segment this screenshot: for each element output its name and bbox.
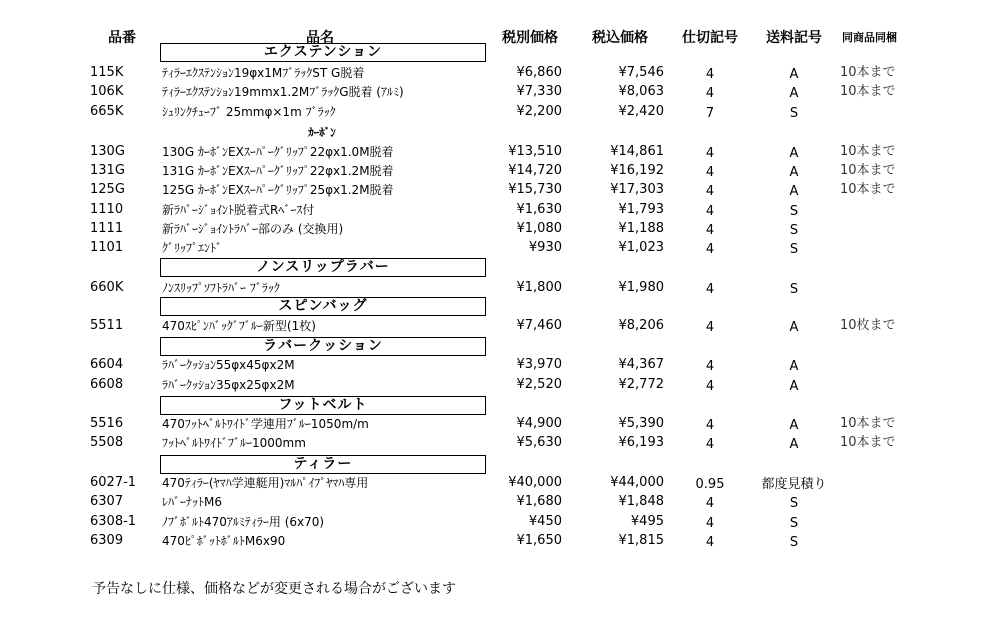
item-name: ﾃｨﾗｰｴｸｽﾃﾝｼｮﾝ19φx1MﾌﾞﾗｯｸST G脱着 [162, 66, 365, 80]
bundle-note: 10本まで [840, 144, 896, 159]
footer-note: 予告なしに仕様、価格などが変更される場合がございます [92, 581, 456, 597]
price-ex: ¥2,520 [516, 377, 562, 392]
item-code: 130G [90, 144, 125, 159]
section-title: ティラー [160, 455, 486, 474]
item-name: 新ﾗﾊﾞｰｼﾞｮｲﾝﾄﾗﾊﾞｰ部のみ (交換用) [162, 222, 344, 236]
bundle-note: 10本まで [840, 416, 896, 431]
item-name: ﾗﾊﾞｰｸｯｼｮﾝ55φx45φx2M [162, 358, 295, 372]
header-shikiri: 仕切記号 [682, 30, 738, 46]
price-ex: ¥450 [528, 514, 562, 529]
shikiri-code: 0.95 [695, 477, 725, 492]
price-in: ¥495 [630, 514, 664, 529]
item-name: ｸﾞﾘｯﾌﾟｴﾝﾄﾞ [162, 241, 223, 255]
price-in: ¥4,367 [618, 357, 664, 372]
shikiri-code: 4 [705, 379, 715, 394]
price-in: ¥44,000 [610, 475, 664, 490]
price-ex: ¥7,460 [516, 318, 562, 333]
item-name: 470ﾃｨﾗｰ(ﾔﾏﾊ学連艇用)ﾏﾙﾊﾟｲﾌﾟﾔﾏﾊ専用 [162, 476, 369, 490]
shipping-code: S [789, 282, 799, 297]
price-in: ¥5,390 [618, 416, 664, 431]
item-code: 6308-1 [90, 514, 137, 529]
shikiri-code: 4 [705, 437, 715, 452]
price-ex: ¥1,080 [516, 221, 562, 236]
item-name: 470ｽﾋﾟﾝﾊﾞｯｸﾞﾌﾞﾙｰ新型(1枚) [162, 319, 316, 333]
price-in: ¥16,192 [610, 163, 664, 178]
shipping-code: A [789, 86, 799, 101]
shikiri-code: 4 [705, 146, 715, 161]
price-in: ¥2,772 [618, 377, 664, 392]
shipping-code: 都度見積り [761, 477, 827, 492]
price-ex: ¥930 [528, 240, 562, 255]
item-name: 125G ｶｰﾎﾞﾝEXｽｰﾊﾟｰｸﾞﾘｯﾌﾟ25φx1.2M脱着 [162, 183, 394, 197]
item-code: 115K [90, 65, 124, 80]
item-name: ﾉﾌﾞﾎﾞﾙﾄ470ｱﾙﾐﾃｨﾗｰ用 (6x70) [162, 515, 325, 529]
price-in: ¥14,861 [610, 144, 664, 159]
shikiri-code: 4 [705, 282, 715, 297]
item-code: 6027-1 [90, 475, 137, 490]
item-name: 130G ｶｰﾎﾞﾝEXｽｰﾊﾟｰｸﾞﾘｯﾌﾟ22φx1.0M脱着 [162, 145, 394, 159]
item-name: ﾚﾊﾞｰﾅｯﾄM6 [162, 495, 222, 509]
shikiri-code: 4 [705, 418, 715, 433]
item-code: 125G [90, 182, 125, 197]
item-code: 660K [90, 280, 124, 295]
item-code: 6604 [90, 357, 124, 372]
price-ex: ¥40,000 [508, 475, 562, 490]
shikiri-code: 4 [705, 204, 715, 219]
price-ex: ¥1,800 [516, 280, 562, 295]
price-ex: ¥4,900 [516, 416, 562, 431]
price-ex: ¥5,630 [516, 435, 562, 450]
item-name: ﾌｯﾄﾍﾞﾙﾄﾜｲﾄﾞﾌﾞﾙｰ1000mm [162, 436, 306, 450]
price-ex: ¥2,200 [516, 104, 562, 119]
shikiri-code: 4 [705, 496, 715, 511]
shikiri-code: 7 [705, 106, 715, 121]
price-ex: ¥1,680 [516, 494, 562, 509]
shikiri-code: 4 [705, 86, 715, 101]
price-in: ¥1,023 [618, 240, 664, 255]
shipping-code: A [789, 320, 799, 335]
item-code: 131G [90, 163, 125, 178]
shipping-code: S [789, 204, 799, 219]
section-title: ノンスリップラバー [160, 258, 486, 277]
price-ex: ¥3,970 [516, 357, 562, 372]
price-in: ¥1,980 [618, 280, 664, 295]
price-in: ¥8,063 [618, 84, 664, 99]
item-code: 5511 [90, 318, 124, 333]
section-title: エクステンション [160, 43, 486, 62]
item-name: 新ﾗﾊﾞｰｼﾞｮｲﾝﾄ脱着式Rﾍﾞｰｽ付 [162, 203, 315, 217]
bundle-note: 10本まで [840, 163, 896, 178]
header-bundle: 同商品同梱 [842, 31, 897, 44]
item-code: 6309 [90, 533, 124, 548]
bundle-note: 10本まで [840, 182, 896, 197]
bundle-note: 10本まで [840, 84, 896, 99]
shipping-code: A [789, 146, 799, 161]
header-price-in: 税込価格 [592, 30, 648, 46]
shipping-code: S [789, 496, 799, 511]
item-name: ﾉﾝｽﾘｯﾌﾟｿﾌﾄﾗﾊﾞｰ ﾌﾞﾗｯｸ [162, 281, 280, 295]
item-name: 470ﾋﾟﾎﾞｯﾄﾎﾞﾙﾄM6x90 [162, 534, 286, 548]
shikiri-code: 4 [705, 67, 715, 82]
shikiri-code: 4 [705, 516, 715, 531]
price-in: ¥1,188 [618, 221, 664, 236]
shipping-code: A [789, 418, 799, 433]
price-in: ¥8,206 [618, 318, 664, 333]
item-name: 131G ｶｰﾎﾞﾝEXｽｰﾊﾟｰｸﾞﾘｯﾌﾟ22φx1.2M脱着 [162, 164, 394, 178]
bundle-note: 10枚まで [840, 318, 896, 333]
item-code: 665K [90, 104, 124, 119]
shipping-code: S [789, 106, 799, 121]
shipping-code: A [789, 437, 799, 452]
shipping-code: A [789, 67, 799, 82]
header-name: 品名 [306, 30, 334, 46]
price-ex: ¥14,720 [508, 163, 562, 178]
shikiri-code: 4 [705, 242, 715, 257]
price-in: ¥1,815 [618, 533, 664, 548]
item-name: 470ﾌｯﾄﾍﾞﾙﾄﾜｲﾄﾞ学連用ﾌﾞﾙｰ1050m/m [162, 417, 369, 431]
header-price-ex: 税別価格 [502, 30, 558, 46]
shipping-code: A [789, 359, 799, 374]
item-name: ｼｭﾘﾝｸﾁｭｰﾌﾞ 25mmφ×1m ﾌﾞﾗｯｸ [162, 105, 336, 119]
shikiri-code: 4 [705, 359, 715, 374]
section-title: フットベルト [160, 396, 486, 415]
shikiri-code: 4 [705, 184, 715, 199]
shipping-code: S [789, 223, 799, 238]
item-name: ﾗﾊﾞｰｸｯｼｮﾝ35φx25φx2M [162, 378, 295, 392]
shikiri-code: 4 [705, 165, 715, 180]
price-ex: ¥6,860 [516, 65, 562, 80]
header-shipping: 送料記号 [766, 30, 822, 46]
shikiri-code: 4 [705, 535, 715, 550]
item-code: 6307 [90, 494, 124, 509]
shipping-code: A [789, 379, 799, 394]
price-in: ¥7,546 [618, 65, 664, 80]
price-ex: ¥7,330 [516, 84, 562, 99]
item-name: ﾃｨﾗｰｴｸｽﾃﾝｼｮﾝ19mmx1.2MﾌﾞﾗｯｸG脱着 (ｱﾙﾐ) [162, 85, 404, 99]
item-code: 1111 [90, 221, 124, 236]
shikiri-code: 4 [705, 223, 715, 238]
price-in: ¥6,193 [618, 435, 664, 450]
item-code: 106K [90, 84, 124, 99]
section-title: ラバークッション [160, 337, 486, 356]
price-in: ¥1,793 [618, 202, 664, 217]
shikiri-code: 4 [705, 320, 715, 335]
price-ex: ¥1,650 [516, 533, 562, 548]
shipping-code: S [789, 242, 799, 257]
price-ex: ¥1,630 [516, 202, 562, 217]
bundle-note: 10本まで [840, 65, 896, 80]
section-title: スピンバッグ [160, 297, 486, 316]
shipping-code: A [789, 184, 799, 199]
item-code: 1110 [90, 202, 124, 217]
bundle-note: 10本まで [840, 435, 896, 450]
section-title: ｶｰﾎﾞﾝ [308, 126, 336, 139]
price-ex: ¥15,730 [508, 182, 562, 197]
price-in: ¥1,848 [618, 494, 664, 509]
item-code: 6608 [90, 377, 124, 392]
shipping-code: S [789, 535, 799, 550]
item-code: 1101 [90, 240, 124, 255]
price-in: ¥2,420 [618, 104, 664, 119]
item-code: 5508 [90, 435, 124, 450]
shipping-code: S [789, 516, 799, 531]
price-ex: ¥13,510 [508, 144, 562, 159]
shipping-code: A [789, 165, 799, 180]
header-code: 品番 [108, 30, 136, 46]
item-code: 5516 [90, 416, 124, 431]
price-in: ¥17,303 [610, 182, 664, 197]
